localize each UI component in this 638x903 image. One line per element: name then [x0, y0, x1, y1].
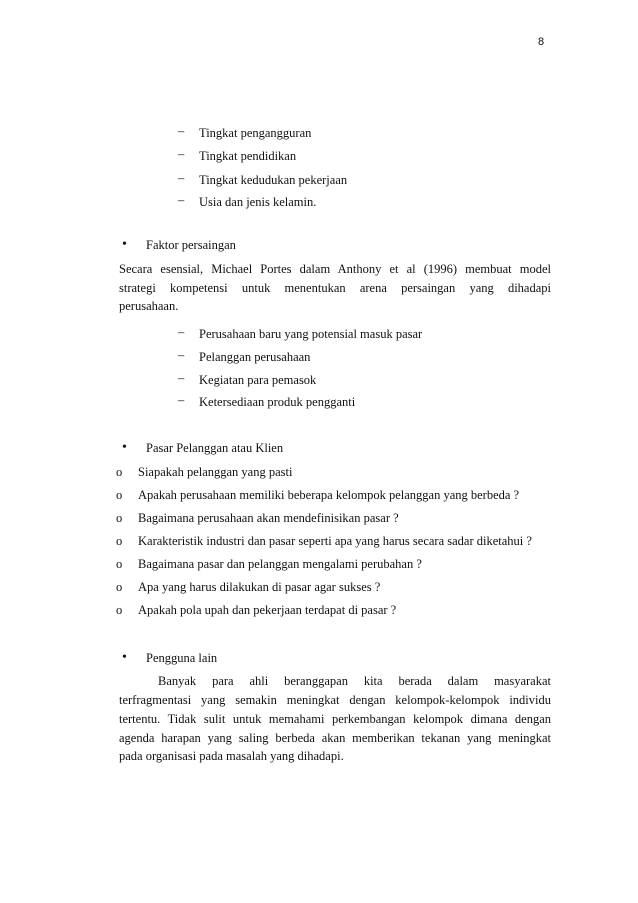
paragraph-line: Secara esensial, Michael Portes dalam Anthony et al (1996) membuat model — [119, 262, 551, 276]
list-item: Apa yang harus dilakukan di pasar agar sukses ? — [138, 580, 381, 594]
dash-icon: – — [178, 371, 185, 385]
dash-icon: – — [178, 124, 185, 138]
list-item: Karakteristik industri dan pasar seperti apa yang harus secara sadar diketahui ? — [138, 534, 532, 548]
list-item: Apakah pola upah dan pekerjaan terdapat di pasar ? — [138, 603, 397, 617]
dash-icon: – — [178, 193, 185, 207]
dash-icon: – — [178, 147, 185, 161]
bullet-icon: • — [122, 237, 127, 252]
list-item: Usia dan jenis kelamin. — [199, 195, 317, 209]
list-item: Ketersediaan produk pengganti — [199, 395, 356, 409]
list-item: Tingkat pengangguran — [199, 126, 312, 140]
section-heading: Faktor persaingan — [146, 238, 236, 252]
bullet-icon: • — [122, 440, 127, 455]
dash-icon: – — [178, 393, 185, 407]
dash-icon: – — [178, 348, 185, 362]
bullet-icon: • — [122, 650, 127, 665]
circle-bullet-icon: o — [116, 488, 123, 502]
paragraph-line: strategi kompetensi untuk menentukan arena persaingan yang dihadapi — [119, 281, 551, 295]
list-item: Siapakah pelanggan yang pasti — [138, 465, 293, 479]
list-item: Tingkat kedudukan pekerjaan — [199, 173, 348, 187]
list-item: Pelanggan perusahaan — [199, 350, 311, 364]
circle-bullet-icon: o — [116, 534, 123, 548]
paragraph-line: perusahaan. — [119, 299, 179, 313]
section-heading: Pasar Pelanggan atau Klien — [146, 441, 284, 455]
circle-bullet-icon: o — [116, 580, 123, 594]
circle-bullet-icon: o — [116, 557, 123, 571]
list-item: Bagaimana pasar dan pelanggan mengalami perubahan ? — [138, 557, 422, 571]
dash-icon: – — [178, 171, 185, 185]
list-item: Kegiatan para pemasok — [199, 373, 317, 387]
paragraph-line: agenda harapan yang saling berbeda akan memberikan tekanan yang meningkat — [119, 731, 551, 745]
circle-bullet-icon: o — [116, 465, 123, 479]
circle-bullet-icon: o — [116, 511, 123, 525]
paragraph-line: tertentu. Tidak sulit untuk memahami perkembangan kelompok dimana dengan — [119, 712, 551, 726]
list-item: Tingkat pendidikan — [199, 149, 297, 163]
list-item: Perusahaan baru yang potensial masuk pasar — [199, 327, 423, 341]
list-item: Bagaimana perusahaan akan mendefinisikan pasar ? — [138, 511, 399, 525]
dash-icon: – — [178, 325, 185, 339]
paragraph-line: Banyak para ahli beranggapan kita berada dalam masyarakat — [158, 674, 551, 688]
paragraph-line: pada organisasi pada masalah yang dihadapi. — [119, 749, 344, 763]
page-number: 8 — [538, 36, 545, 48]
section-heading: Pengguna lain — [146, 651, 218, 665]
list-item: Apakah perusahaan memiliki beberapa kelompok pelanggan yang berbeda ? — [138, 488, 520, 502]
circle-bullet-icon: o — [116, 603, 123, 617]
paragraph-line: terfragmentasi yang semakin meningkat dengan kelompok-kelompok individu — [119, 693, 551, 707]
